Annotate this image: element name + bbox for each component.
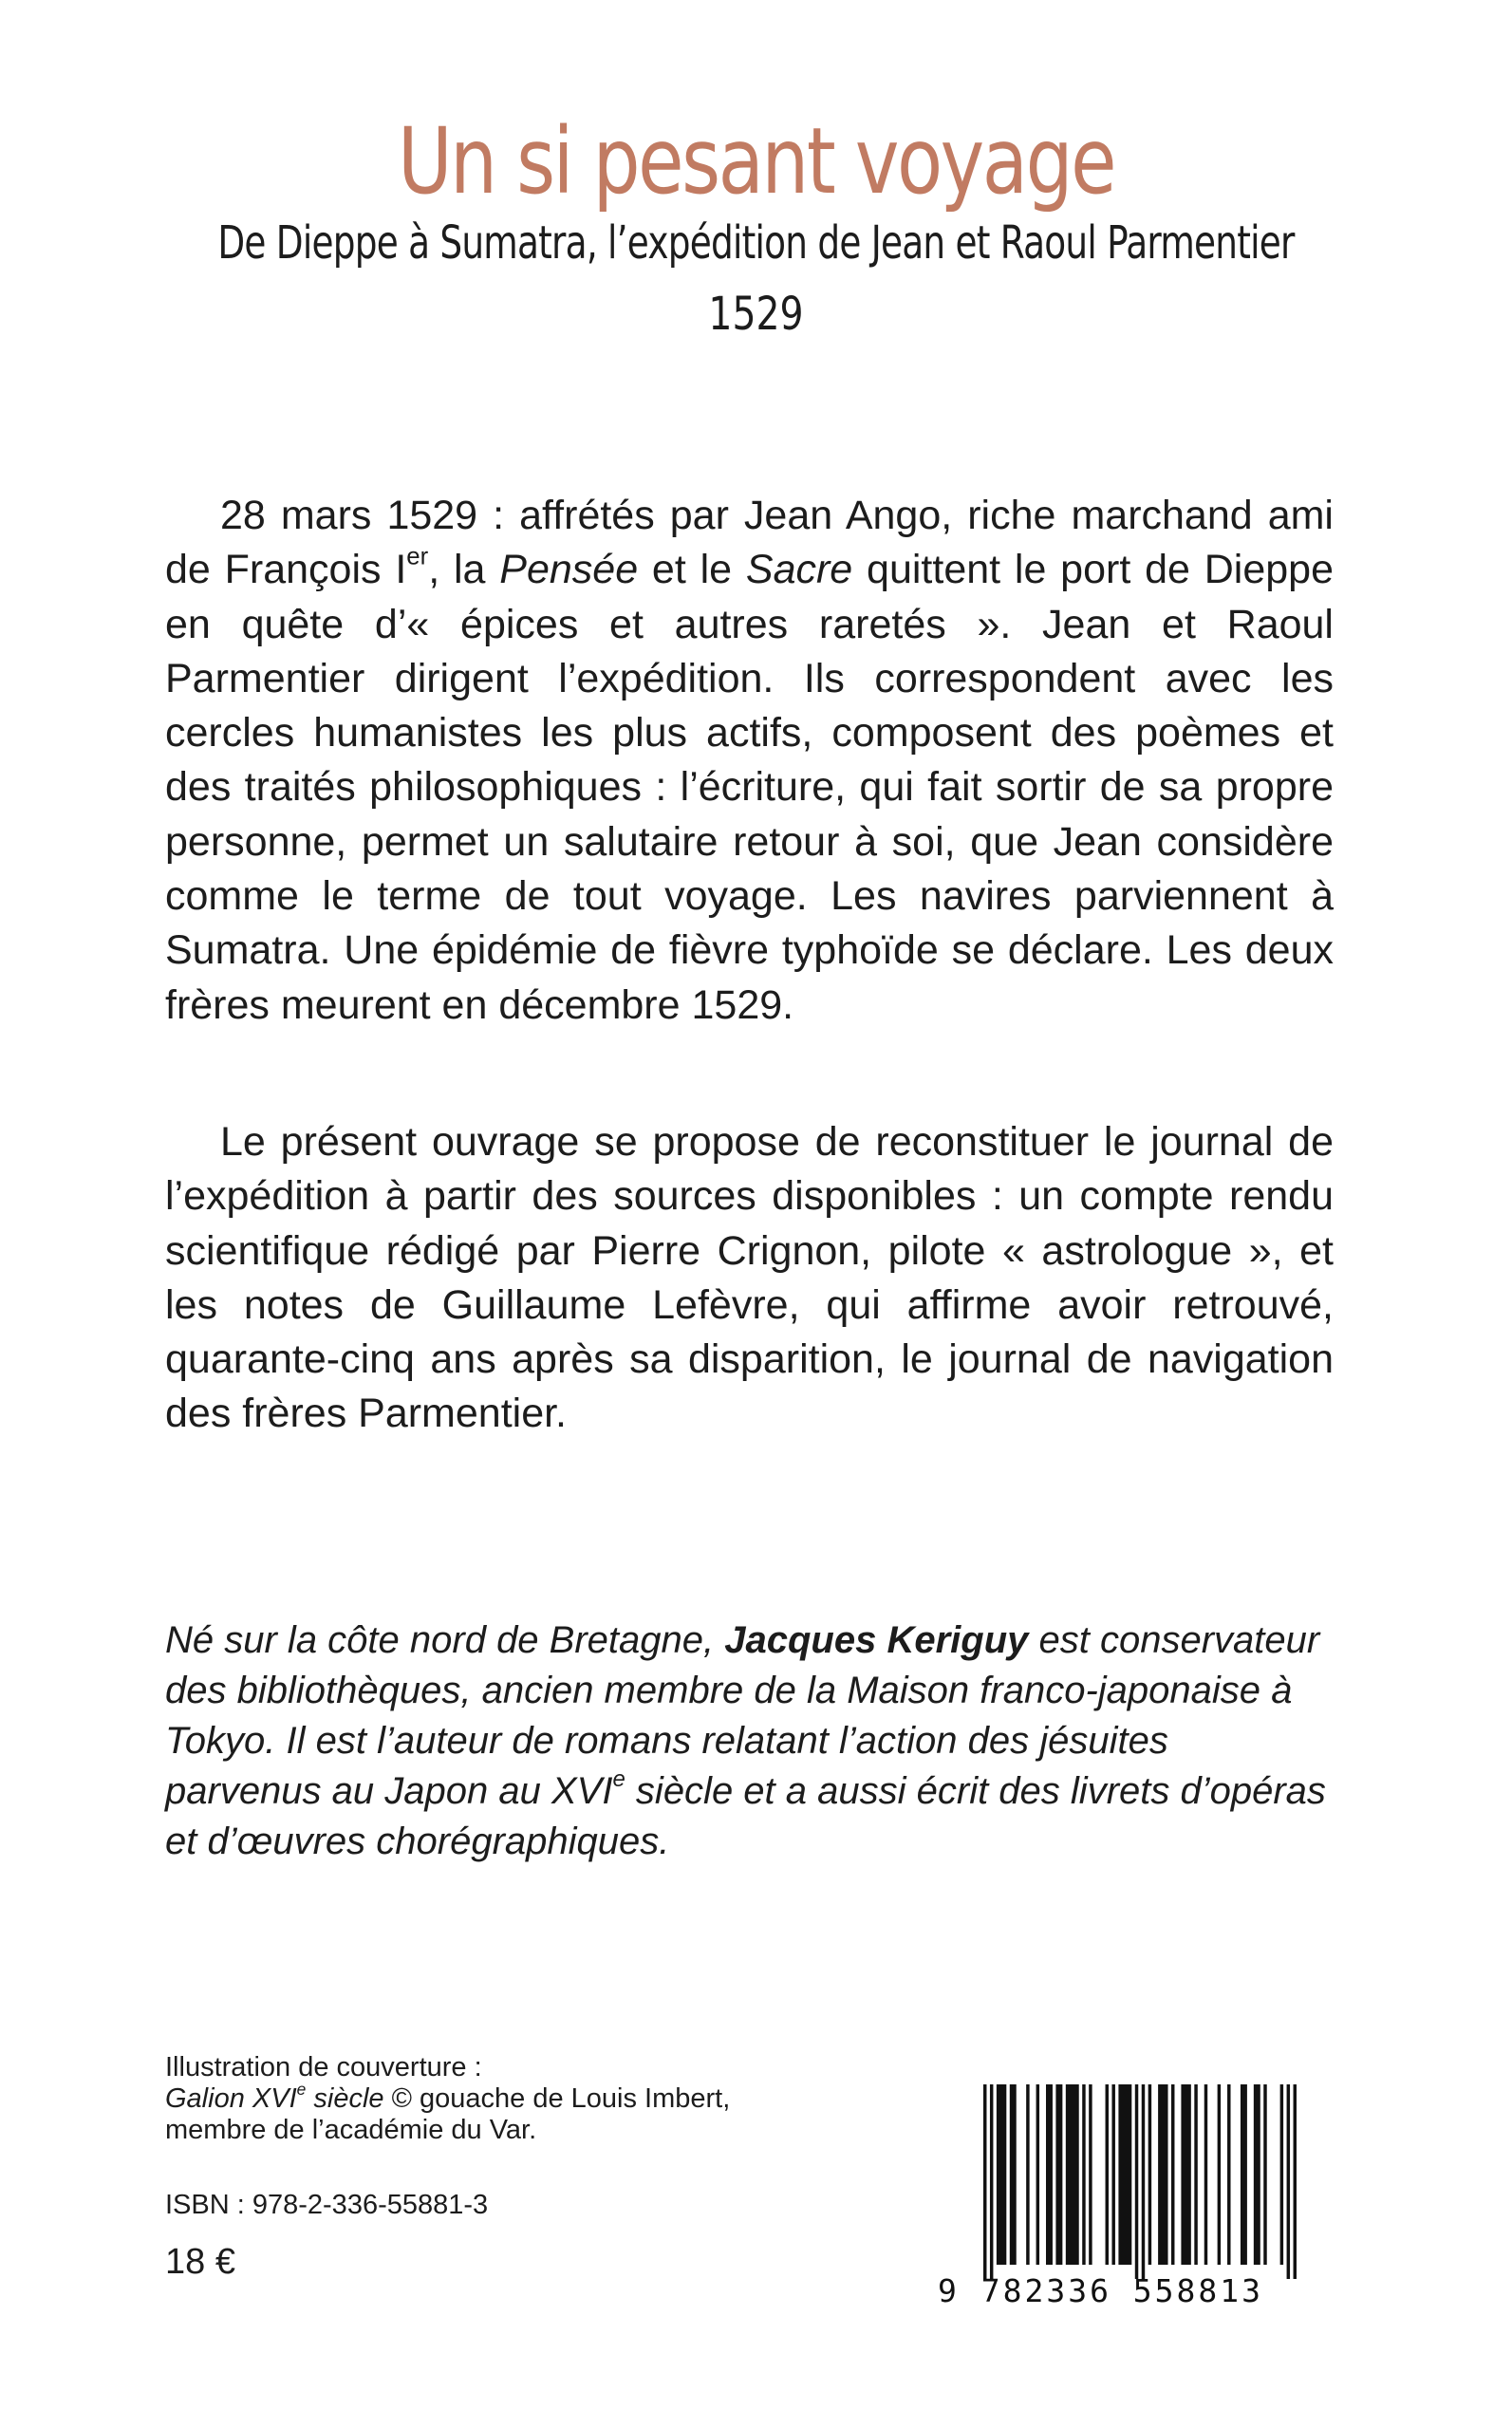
barcode-bar bbox=[1294, 2084, 1297, 2279]
barcode-bar bbox=[1066, 2084, 1079, 2265]
barcode-bar bbox=[1036, 2084, 1039, 2265]
barcode-bar bbox=[1218, 2084, 1221, 2265]
ship-name-pensee: Pensée bbox=[499, 547, 639, 593]
barcode-bar bbox=[1010, 2084, 1017, 2265]
barcode-bar bbox=[983, 2084, 986, 2279]
barcode-bar bbox=[1254, 2084, 1260, 2265]
barcode-bar bbox=[1181, 2084, 1190, 2265]
barcode-bar bbox=[1111, 2084, 1114, 2265]
barcode-bar bbox=[1089, 2084, 1092, 2265]
barcode-bar bbox=[1241, 2084, 1247, 2265]
barcode-bar bbox=[1106, 2084, 1109, 2265]
book-subtitle: De Dieppe à Sumatra, l’expédition de Jean et Raoul Parmentier bbox=[217, 216, 1295, 270]
barcode-bar bbox=[1135, 2084, 1138, 2279]
barcode-bar bbox=[1227, 2084, 1230, 2265]
price: 18 € bbox=[165, 2242, 235, 2282]
barcode-bar bbox=[997, 2084, 1006, 2265]
summary-paragraph-2: Le présent ouvrage se propose de reconstituer le journal de l’expédition à partir des sources disponibles : un compte rendu scientifique rédigé par Pierre Crignon, pilote « astrologue », et les notes de Guillaume Lefèvre, qui affirme avoir retrouvé, quarante-cinq ans après sa disparition, le journal de navigation des frères Parmentier. bbox=[165, 1119, 1334, 1437]
author-bio: Né sur la côte nord de Bretagne, Jacques Keriguy est conservateur des bibliothèques, ancien membre de la Maison franco-japonaise à Tokyo. Il est l’auteur de romans relatant l’action des jésuites parvenus au Japon au XVIe siècle et a aussi écrit des livrets d’opéras et d’œuvres chorégraphiques. bbox=[165, 1619, 1326, 1862]
ean-barcode bbox=[938, 2084, 1317, 2309]
barcode-bar bbox=[1204, 2084, 1207, 2265]
barcode-bar bbox=[1263, 2084, 1266, 2265]
cover-illustration-credits: Illustration de couverture : Galion XVIe siècle © gouache de Louis Imbert, membre de l’académie du Var. bbox=[165, 2052, 731, 2145]
barcode-bar bbox=[1142, 2084, 1145, 2279]
author-name: Jacques Keriguy bbox=[724, 1619, 1029, 1661]
superscript-er: er bbox=[406, 543, 429, 570]
barcode-bar bbox=[1287, 2084, 1290, 2279]
barcode-digits: 9 782336 558813 bbox=[938, 2272, 1264, 2309]
barcode-bar bbox=[1280, 2084, 1283, 2265]
barcode-bars bbox=[983, 2084, 1297, 2279]
book-year: 1529 bbox=[708, 288, 804, 341]
barcode-bar bbox=[1046, 2084, 1053, 2265]
barcode-bar bbox=[1055, 2084, 1062, 2265]
barcode-bar bbox=[1171, 2084, 1174, 2265]
barcode-bar bbox=[1158, 2084, 1167, 2265]
barcode-bar bbox=[1194, 2084, 1197, 2265]
barcode-bar bbox=[1148, 2084, 1151, 2265]
ship-name-sacre: Sacre bbox=[745, 547, 853, 593]
book-title: Un si pesant voyage bbox=[397, 108, 1115, 215]
barcode-bar bbox=[990, 2084, 993, 2279]
summary-paragraph-1: 28 mars 1529 : affrétés par Jean Ango, riche marchand ami de François Ier, la Pensée et le Sacre quittent le port de Dieppe en quête d’« épices et autres raretés ». Jean et Raoul Parmentier dirigent l’expédition. Ils correspondent avec les cercles humanistes les plus actifs, composent des poèmes et des traités philosophiques : l’écriture, qui fait sortir de sa propre personne, permet un salutaire retour à soi, que Jean considère comme le terme de tout voyage. Les navires parviennent à Sumatra. Une épidémie de fièvre typhoïde se déclare. Les deux frères meurent en décembre 1529. bbox=[165, 493, 1334, 1028]
isbn-number: ISBN : 978-2-336-55881-3 bbox=[165, 2190, 489, 2220]
barcode-bar bbox=[1082, 2084, 1085, 2265]
barcode-bar bbox=[1026, 2084, 1029, 2265]
barcode-bar bbox=[1118, 2084, 1131, 2265]
